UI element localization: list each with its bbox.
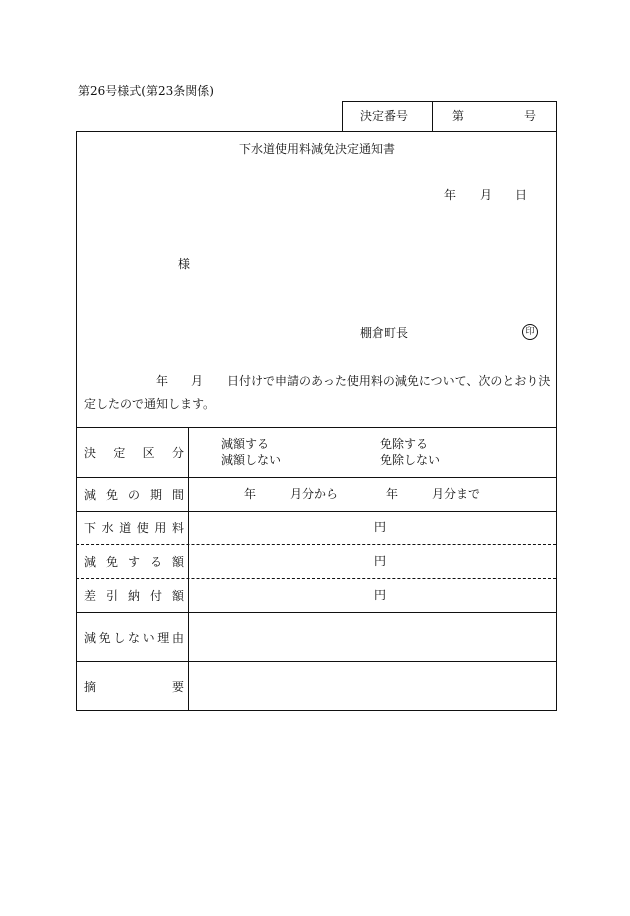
decision-box-left	[342, 101, 343, 131]
net-payment-yen: 円	[374, 588, 387, 602]
option-reduce: 減額する	[221, 437, 270, 451]
document-title: 下水道使用料減免決定通知書	[239, 142, 396, 156]
row-rule-dashed-1	[76, 544, 556, 545]
period-from-month: 月分から	[290, 487, 339, 501]
frame-top	[76, 131, 556, 132]
row-rule-3	[76, 612, 556, 613]
seal-mark: 印	[522, 324, 538, 340]
recipient-honorific: 様	[178, 257, 191, 271]
body-text-line1: 日付けで申請のあった使用料の減免について、次のとおり決	[227, 374, 551, 388]
body-month: 月	[191, 374, 204, 388]
option-no-reduce: 減額しない	[221, 453, 282, 467]
body-text-line2: 定したので通知します。	[84, 397, 216, 411]
table-top-rule	[76, 427, 556, 428]
row-label-reduction-amount: 減 免 す る 額	[84, 554, 184, 569]
frame-bottom	[76, 710, 557, 711]
reduction-amount-yen: 円	[374, 554, 387, 568]
period-to-year: 年	[386, 487, 399, 501]
row-label-decision-type: 決 定 区 分	[84, 445, 184, 460]
period-to-month: 月分まで	[432, 487, 481, 501]
decision-number-dai: 第	[452, 109, 465, 123]
row-label-period: 減 免 の 期 間	[84, 487, 184, 502]
option-no-exempt: 免除しない	[380, 453, 441, 467]
row-rule-dashed-2	[76, 578, 556, 579]
period-from-year: 年	[244, 487, 257, 501]
frame-left	[76, 131, 77, 710]
form-number: 第26号様式(第23条関係)	[78, 84, 214, 98]
date-year: 年	[444, 188, 457, 202]
frame-right	[556, 101, 557, 710]
body-year: 年	[156, 374, 169, 388]
row-rule-2	[76, 511, 556, 512]
decision-number-go: 号	[524, 109, 537, 123]
option-exempt: 免除する	[380, 437, 429, 451]
row-label-sewer-fee: 下 水 道 使 用 料	[84, 520, 184, 535]
sewer-fee-yen: 円	[374, 520, 387, 534]
row-label-net-payment: 差 引 納 付 額	[84, 588, 184, 603]
decision-box-divider	[432, 101, 433, 131]
label-column-divider	[188, 427, 189, 710]
decision-number-label: 決定番号	[360, 109, 409, 123]
decision-box-top	[342, 101, 556, 102]
date-month: 月	[480, 188, 493, 202]
date-day: 日	[515, 188, 528, 202]
row-label-denial-reason: 減 免 し な い 理 由	[84, 630, 184, 645]
row-label-remarks: 摘 要	[84, 679, 184, 694]
issuer-title: 棚倉町長	[360, 326, 409, 340]
row-rule-1	[76, 477, 556, 478]
row-rule-4	[76, 661, 556, 662]
